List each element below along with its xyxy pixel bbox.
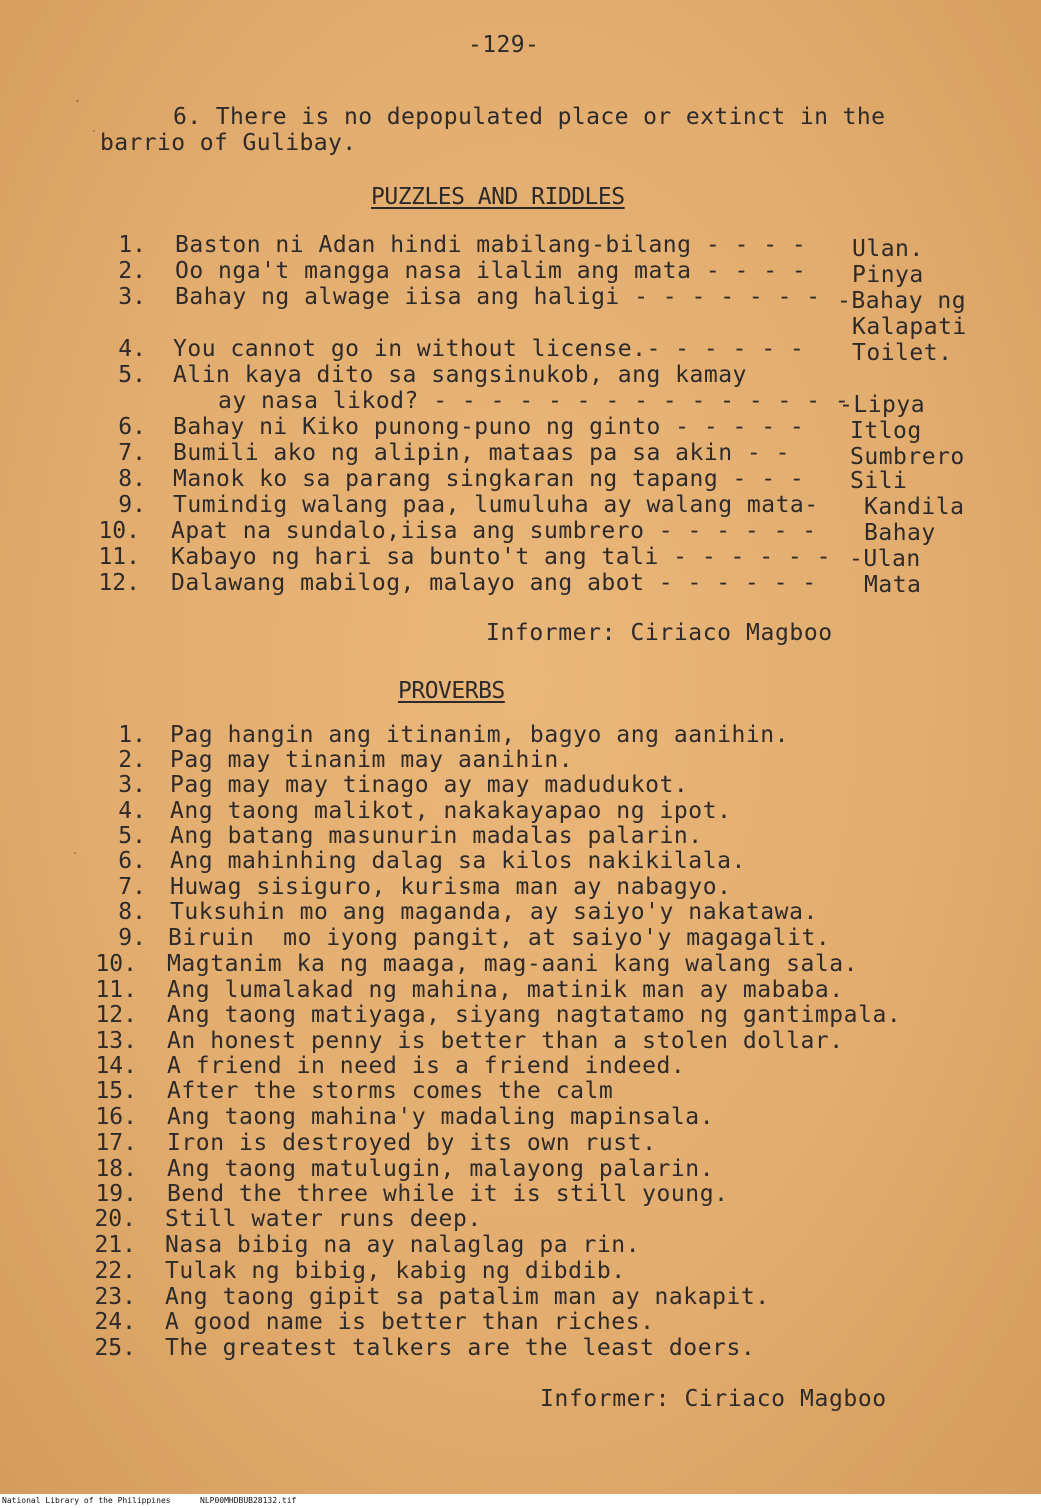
proverb-text: Ang batang masunurin madalas palarin. (170, 823, 703, 849)
proverb-number: 15. (95, 1078, 137, 1104)
proverb-text: A good name is better than riches. (165, 1309, 655, 1335)
proverb-number: 2. (118, 747, 146, 773)
riddles-informer: Informer: Ciriaco Magboo (486, 620, 833, 646)
riddle-number: 4. (118, 336, 146, 362)
riddle-number: 9. (118, 492, 146, 518)
riddle-text: You cannot go in without license.- - - - - - (173, 336, 805, 362)
riddle-number: 8. (118, 466, 146, 492)
riddle-answer: Sili (850, 468, 908, 494)
riddle-answer: -Lipya (839, 392, 926, 418)
riddle-answer: -Bahay ng (837, 288, 967, 314)
proverb-number: 10. (95, 951, 137, 977)
proverb-text: Tulak ng bibig, kabig ng dibdib. (165, 1258, 626, 1284)
proverb-number: 16. (95, 1104, 137, 1130)
proverb-number: 25. (94, 1335, 136, 1361)
riddle-text: Dalawang mabilog, malayo ang abot - - - - - - (171, 570, 817, 596)
page-number: -129- (468, 32, 540, 58)
riddle-number: 5. (118, 362, 146, 388)
proverb-number: 13. (95, 1028, 137, 1054)
proverb-text: Nasa bibig na ay nalaglag pa rin. (165, 1232, 641, 1258)
proverb-number: 18. (95, 1156, 137, 1182)
proverb-number: 17. (95, 1130, 137, 1156)
riddles-heading: PUZZLES AND RIDDLES (371, 184, 625, 210)
scan-footer (0, 1494, 1041, 1508)
proverb-number: 20. (94, 1206, 136, 1232)
proverb-text: Ang mahinhing dalag sa kilos nakikilala. (170, 848, 746, 874)
riddle-answer: Kandila (864, 494, 965, 520)
riddle-number: 6. (118, 414, 146, 440)
proverb-text: Ang lumalakad ng mahina, matinik man ay mababa. (167, 977, 844, 1003)
proverb-number: 11. (95, 977, 137, 1003)
proverb-number: 5. (118, 823, 146, 849)
riddle-number: 7. (118, 440, 146, 466)
riddle-number: 11. (98, 544, 140, 570)
proverb-number: 12. (95, 1002, 137, 1028)
proverb-text: After the storms comes the calm (167, 1078, 614, 1104)
proverb-number: 4. (118, 798, 146, 824)
riddle-text: Oo nga't mangga nasa ilalim ang mata - - - - (175, 258, 807, 284)
proverb-text: A friend in need is a friend indeed. (167, 1053, 686, 1079)
riddle-text: Manok ko sa parang singkaran ng tapang - - - (173, 466, 805, 492)
riddle-number: 3. (118, 284, 146, 310)
riddle-answer: Toilet. (852, 340, 953, 366)
riddle-text: Alin kaya dito sa sangsinukob, ang kamay (173, 362, 747, 388)
proverb-number: 1. (118, 722, 146, 748)
proverb-number: 3. (118, 772, 146, 798)
riddle-text: Bahay ni Kiko punong-puno ng ginto - - - - - (173, 414, 805, 440)
riddle-answer: Sumbrero (850, 444, 965, 470)
riddle-text: Kabayo ng hari sa bunto't ang tali - - - - - - (171, 544, 831, 570)
riddle-text-continued: ay nasa likod? - - - - - - - - - - - - - - - (218, 388, 850, 414)
proverb-text: Pag hangin ang itinanim, bagyo ang aanihin. (170, 722, 790, 748)
proverbs-informer: Informer: Ciriaco Magboo (540, 1386, 887, 1412)
riddle-number: 10. (98, 518, 140, 544)
riddle-answer: -Ulan (849, 546, 921, 572)
proverb-number: 23. (94, 1284, 136, 1310)
proverb-text: Still water runs deep. (165, 1206, 482, 1232)
proverb-text: Ang taong matiyaga, siyang nagtatamo ng gantimpala. (167, 1002, 902, 1028)
riddle-answer: Ulan. (852, 236, 924, 262)
proverb-text: Pag may tinanim may aanihin. (170, 747, 574, 773)
footer-library-name: National Library of the Philippines (2, 1496, 171, 1505)
riddle-text: Tumindig walang paa, lumuluha ay walang mata- (173, 492, 819, 518)
proverb-number: 22. (94, 1258, 136, 1284)
proverb-text: Huwag sisiguro, kurisma man ay nabagyo. (170, 874, 732, 900)
proverb-number: 6. (118, 848, 146, 874)
riddle-text: Bahay ng alwage iisa ang haligi - - - - - - - (175, 284, 821, 310)
paper-speck (74, 852, 76, 854)
proverb-text: Pag may may tinago ay may madudukot. (170, 772, 689, 798)
riddle-answer: Bahay (864, 520, 936, 546)
proverb-text: The greatest talkers are the least doers. (165, 1335, 756, 1361)
riddle-answer: Pinya (852, 262, 924, 288)
proverb-text: Ang taong matulugin, malayong palarin. (167, 1156, 715, 1182)
riddle-text: Apat na sundalo,iisa ang sumbrero - - - - - - (171, 518, 817, 544)
riddle-answer: Itlog (850, 418, 922, 444)
proverb-number: 14. (95, 1053, 137, 1079)
proverb-number: 8. (118, 899, 146, 925)
proverb-text: Magtanim ka ng maaga, mag-aani kang walang sala. (167, 951, 859, 977)
riddle-answer-continued: Kalapati (852, 314, 967, 340)
proverb-text: Ang taong gipit sa patalim man ay nakapit. (165, 1284, 770, 1310)
proverb-text: Tuksuhin mo ang maganda, ay saiyo'y nakatawa. (170, 899, 818, 925)
riddle-text: Baston ni Adan hindi mabilang-bilang - - - - (175, 232, 807, 258)
riddle-number: 1. (118, 232, 146, 258)
proverb-number: 21. (94, 1232, 136, 1258)
footer-filename: NLP00MHDBUB28132.tif (200, 1496, 297, 1505)
proverb-number: 9. (118, 925, 146, 951)
proverb-text: Iron is destroyed by its own rust. (167, 1130, 657, 1156)
paper-speck (76, 100, 79, 102)
intro-line-1: 6. There is no depopulated place or extinct in the (173, 104, 886, 130)
riddle-number: 2. (118, 258, 146, 284)
proverb-number: 19. (95, 1181, 137, 1207)
proverb-text: Ang taong mahina'y madaling mapinsala. (167, 1104, 715, 1130)
proverb-number: 7. (118, 874, 146, 900)
riddle-answer: Mata (864, 572, 922, 598)
proverb-number: 24. (94, 1309, 136, 1335)
proverbs-heading: PROVERBS (398, 678, 505, 704)
riddle-text: Bumili ako ng alipin, mataas pa sa akin - - (173, 440, 790, 466)
paper-speck (93, 130, 95, 132)
proverb-text: An honest penny is better than a stolen dollar. (167, 1028, 844, 1054)
intro-line-2: barrio of Gulibay. (100, 130, 357, 156)
proverb-text: Bend the three while it is still young. (167, 1181, 729, 1207)
riddle-number: 12. (98, 570, 140, 596)
proverb-text: Biruin mo iyong pangit, at saiyo'y magagalit. (168, 925, 831, 951)
proverb-text: Ang taong malikot, nakakayapao ng ipot. (170, 798, 732, 824)
